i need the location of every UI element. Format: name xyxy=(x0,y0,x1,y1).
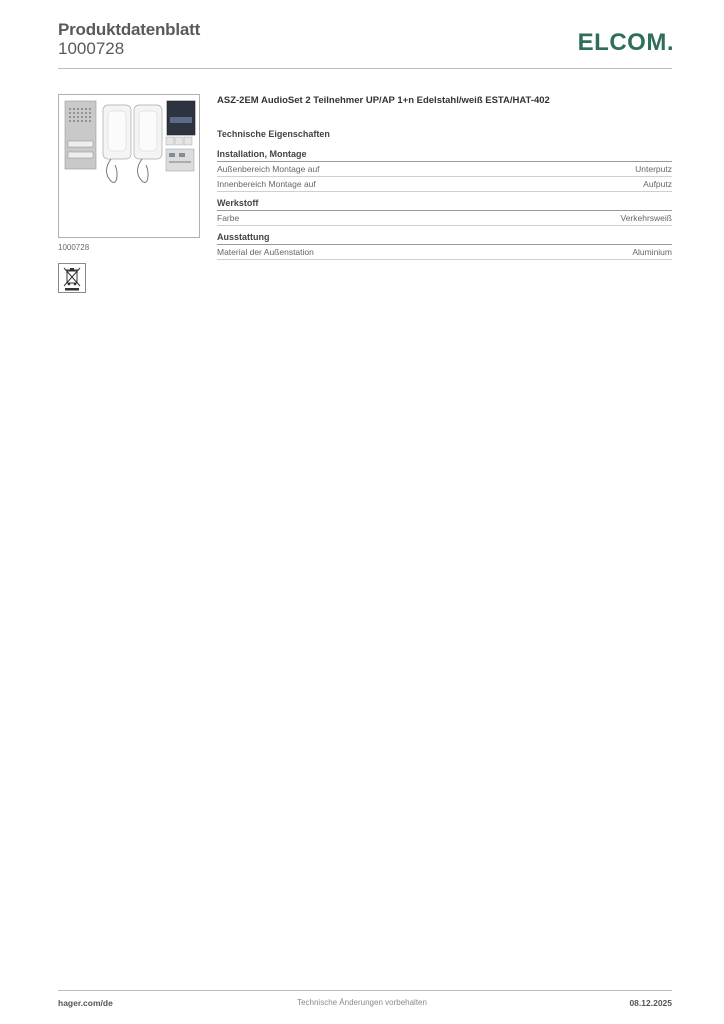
product-title: ASZ-2EM AudioSet 2 Teilnehmer UP/AP 1+n Edelstahl/weiß ESTA/HAT-402 xyxy=(217,95,550,106)
crossed-out-bin-icon xyxy=(58,263,86,293)
elcom-logo: ELCOM. xyxy=(577,29,674,56)
spec-content xyxy=(217,95,672,260)
spec-label: Außenbereich Montage auf xyxy=(217,164,320,174)
page-title: Produktdatenblatt xyxy=(58,20,201,39)
spec-section-material xyxy=(217,198,672,226)
section-title: Installation, Montage xyxy=(217,149,672,162)
spec-label: Innenbereich Montage auf xyxy=(217,179,316,189)
image-caption: 1000728 xyxy=(58,243,90,252)
spec-row xyxy=(217,162,672,177)
spec-value: Verkehrsweiß xyxy=(620,213,672,223)
spec-row xyxy=(217,245,672,260)
header-divider xyxy=(58,68,672,69)
spec-value: Aufputz xyxy=(643,179,672,189)
section-title: Werkstoff xyxy=(217,198,672,211)
footer-disclaimer: Technische Änderungen vorbehalten xyxy=(297,998,427,1007)
product-image xyxy=(58,94,200,238)
footer-website: hager.com/de xyxy=(58,998,113,1008)
footer-date: 08.12.2025 xyxy=(629,998,672,1008)
spec-row xyxy=(217,211,672,226)
spec-section-installation xyxy=(217,149,672,192)
spec-value: Aluminium xyxy=(632,247,672,257)
product-illustration xyxy=(59,95,201,239)
article-number: 1000728 xyxy=(58,39,125,58)
section-title: Ausstattung xyxy=(217,232,672,245)
spec-value: Unterputz xyxy=(635,164,672,174)
spec-label: Material der Außenstation xyxy=(217,247,314,257)
footer-divider xyxy=(58,990,672,991)
spec-heading: Technische Eigenschaften xyxy=(217,129,330,139)
spec-row xyxy=(217,177,672,192)
spec-label: Farbe xyxy=(217,213,240,223)
spec-section-equipment xyxy=(217,232,672,260)
